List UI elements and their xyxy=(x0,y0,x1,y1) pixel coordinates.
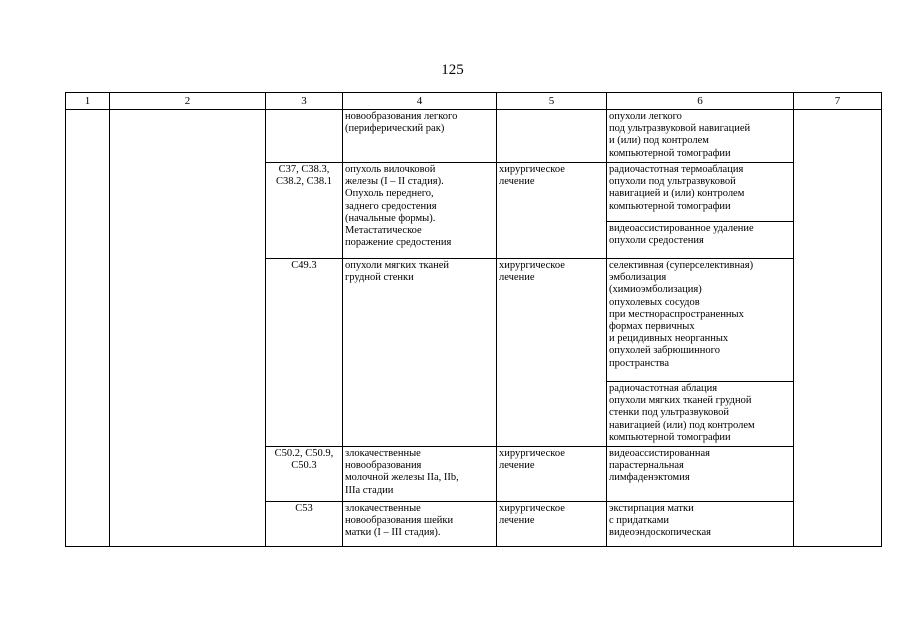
column-number: 3 xyxy=(266,93,343,110)
cell-method: видеоассистированное удаление опухоли средостения xyxy=(607,222,794,259)
cell-code xyxy=(266,110,343,163)
cell-code: C49.3 xyxy=(266,259,343,447)
cell-method: видеоассистированная парастернальная лимфаденэктомия xyxy=(607,447,794,502)
cell-disease: опухоль вилочковой железы (I – II стадия). Опухоль переднего, заднего средостения (начальные формы). Метастатическое поражение средостения xyxy=(343,163,497,259)
cell-col1-empty xyxy=(66,110,110,547)
cell-method: экстирпация матки с придатками видеоэндоскопическая xyxy=(607,502,794,547)
cell-treatment: хирургическое лечение xyxy=(497,502,607,547)
cell-disease: новообразования легкого (периферический рак) xyxy=(343,110,497,163)
cell-code: C50.2, C50.9, C50.3 xyxy=(266,447,343,502)
cell-method: опухоли легкого под ультразвуковой навигацией и (или) под контролем компьютерной томографии xyxy=(607,110,794,163)
cell-code: C53 xyxy=(266,502,343,547)
column-number: 4 xyxy=(343,93,497,110)
cell-code: C37, C38.3, C38.2, C38.1 xyxy=(266,163,343,259)
cell-disease: злокачественные новообразования шейки матки (I – III стадия). xyxy=(343,502,497,547)
column-number: 7 xyxy=(794,93,882,110)
cell-treatment: хирургическое лечение xyxy=(497,259,607,447)
cell-method: радиочастотная термоаблация опухоли под ультразвуковой навигацией и (или) контролем компьютерной томографии xyxy=(607,163,794,222)
cell-method: селективная (суперселективная) эмболизация (химиоэмболизация) опухолевых сосудов при местнораспространенных формах первичных и рецидивных неорганных опухолей забрюшинного пространства xyxy=(607,259,794,382)
cell-disease: опухоли мягких тканей грудной стенки xyxy=(343,259,497,447)
cell-col7-empty xyxy=(794,110,882,547)
column-number: 5 xyxy=(497,93,607,110)
cell-method: радиочастотная аблация опухоли мягких тканей грудной стенки под ультразвуковой навигацией (или) под контролем компьютерной томографии xyxy=(607,382,794,447)
cell-treatment: хирургическое лечение xyxy=(497,163,607,259)
cell-col2-empty xyxy=(110,110,266,547)
column-number: 1 xyxy=(66,93,110,110)
column-number-row xyxy=(66,93,882,110)
table-row xyxy=(66,110,882,163)
cell-treatment xyxy=(497,110,607,163)
cell-treatment: хирургическое лечение xyxy=(497,447,607,502)
column-number: 2 xyxy=(110,93,266,110)
column-number: 6 xyxy=(607,93,794,110)
page-number: 125 xyxy=(441,62,464,78)
medical-procedures-table xyxy=(65,92,882,547)
cell-disease: злокачественные новообразования молочной железы IIa, IIb, IIIa стадии xyxy=(343,447,497,502)
